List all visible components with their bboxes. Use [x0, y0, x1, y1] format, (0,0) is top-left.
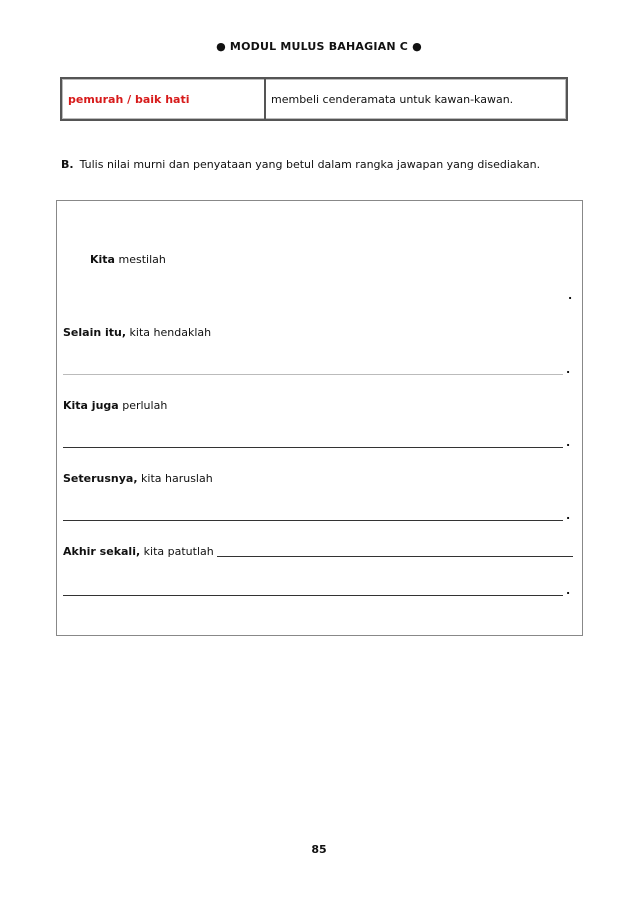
prompt-2-text: kita hendaklah — [126, 326, 212, 339]
answer-line-4-period: . — [566, 509, 571, 522]
section-b-instruction — [61, 158, 540, 171]
prompt-3 — [63, 399, 167, 412]
page-header-title: ● MODUL MULUS BAHAGIAN C ● — [216, 40, 422, 53]
answer-line-4[interactable] — [63, 520, 563, 521]
answer-line-3[interactable] — [63, 447, 563, 448]
prompt-5 — [63, 545, 214, 558]
prompt-2 — [63, 326, 211, 339]
example-statement-cell: membeli cenderamata untuk kawan-kawan. — [271, 92, 514, 106]
answer-line-5b[interactable] — [63, 595, 563, 596]
prompt-5-bold: Akhir sekali, — [63, 545, 141, 558]
prompt-4 — [63, 472, 213, 485]
answer-frame-box — [56, 200, 583, 636]
section-b-label: B. — [61, 158, 74, 171]
prompt-1-text: mestilah — [114, 253, 166, 266]
answer-line-5a[interactable] — [217, 556, 573, 557]
value-example-table — [60, 77, 568, 121]
page-number: 85 — [311, 843, 327, 856]
prompt-2-bold: Selain itu, — [63, 326, 127, 339]
prompt-1 — [90, 253, 166, 266]
answer-line-5-period: . — [566, 584, 571, 597]
prompt-1-bold: Kita — [90, 253, 115, 266]
section-b-text: Tulis nilai murni dan penyataan yang betul dalam rangka jawapan yang disediakan. — [79, 158, 541, 171]
prompt-5-text: kita patutlah — [140, 545, 214, 558]
prompt-4-bold: Seterusnya, — [63, 472, 138, 485]
answer-line-3-period: . — [566, 436, 571, 449]
prompt-4-text: kita haruslah — [137, 472, 213, 485]
answer-line-2-period: . — [566, 363, 571, 376]
moral-value-cell: pemurah / baik hati — [62, 79, 266, 119]
answer-line-2[interactable] — [63, 374, 563, 375]
prompt-3-text: perlulah — [118, 399, 168, 412]
prompt-3-bold: Kita juga — [63, 399, 119, 412]
answer-line-1-period: . — [568, 289, 573, 302]
